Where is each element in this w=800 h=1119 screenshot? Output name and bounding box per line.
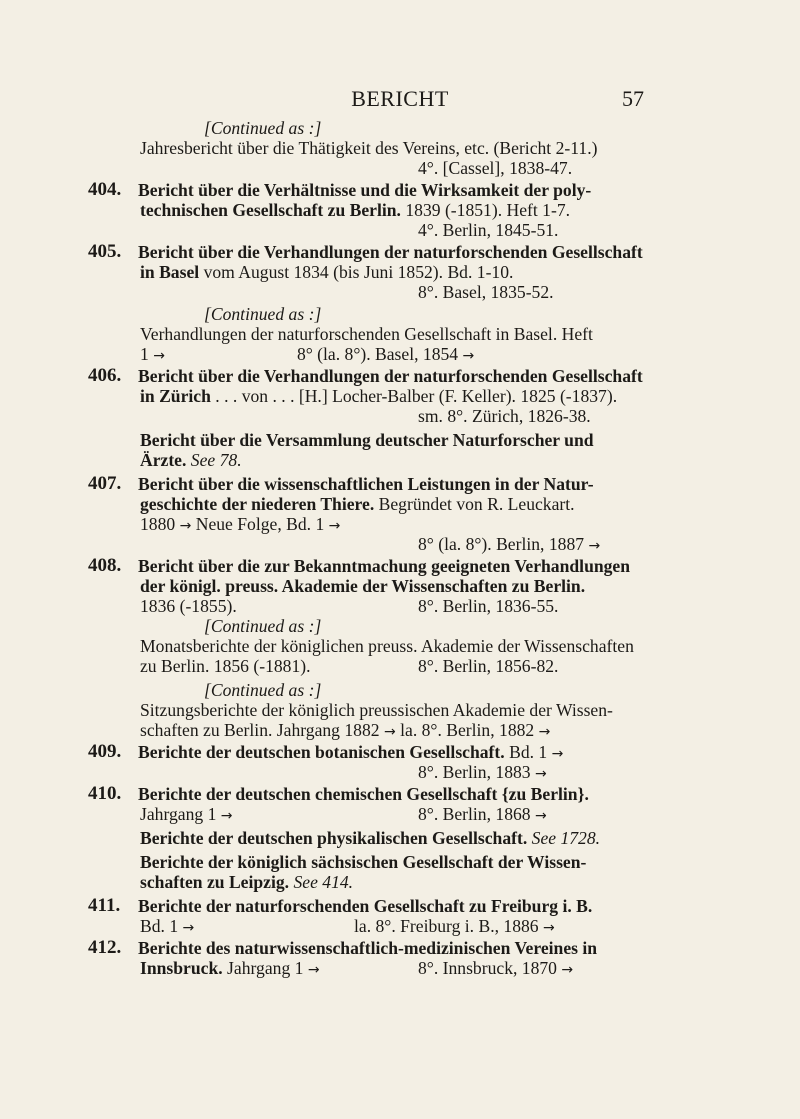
cross-reference-line: Ärzte. See 78.	[140, 450, 242, 470]
entry-title-line: geschichte der niederen Thiere. Begründet von R. Leuckart.	[140, 494, 575, 514]
entry-number: 410.	[88, 783, 122, 804]
entry-title: Bericht über die Verhandlungen der naturforschenden Gesellschaft	[138, 242, 643, 262]
entry-title: Berichte des naturwissenschaftlich-medizinischen Vereines in	[138, 938, 598, 958]
entry-number: 411.	[88, 895, 121, 916]
entry-imprint: 4°. [Cassel], 1838-47.	[418, 158, 573, 178]
entry-text: Jahresbericht über die Thätigkeit des Vereins, etc. (Bericht 2-11.)	[140, 138, 598, 158]
continuation-arrow-icon: →	[462, 348, 475, 364]
continuation-arrow-icon: →	[307, 962, 320, 978]
entry-imprint: 8°. Basel, 1835-52.	[418, 282, 554, 302]
continuation-arrow-icon: →	[153, 348, 165, 364]
continuation-arrow-icon: →	[561, 962, 574, 978]
entry-title: Bericht über die wissenschaftlichen Leistungen in der Natur-	[138, 474, 594, 494]
entry-text: 1836 (-1855).	[140, 596, 237, 616]
entry-number: 412.	[88, 937, 122, 958]
entry-number: 406.	[88, 365, 122, 386]
entry-text: Bd. 1 →	[140, 916, 195, 936]
entry-title-line: der königl. preuss. Akademie der Wissenschaften zu Berlin.	[140, 576, 586, 596]
entry-imprint: 8° (la. 8°). Berlin, 1887 →	[418, 534, 601, 554]
entry-imprint: 8°. Berlin, 1868 →	[418, 804, 547, 824]
entry-imprint: 8°. Berlin, 1856-82.	[418, 656, 559, 676]
entry-title-line: Innsbruck. Jahrgang 1 →	[140, 958, 320, 978]
continued-label: [Continued as :]	[204, 616, 322, 636]
entry-number: 407.	[88, 473, 122, 494]
continued-label: [Continued as :]	[204, 680, 322, 700]
continuation-arrow-icon: →	[182, 920, 195, 936]
entry-title: Bericht über die zur Bekanntmachung geeigneten Verhandlungen	[138, 556, 631, 576]
entry-number: 408.	[88, 555, 122, 576]
cross-reference: Berichte der deutschen physikalischen Gesellschaft. See 1728.	[140, 828, 601, 848]
entry-text: Sitzungsberichte der königlich preussischen Akademie der Wissen-	[140, 700, 613, 720]
entry-text: Jahrgang 1 →	[140, 804, 233, 824]
continuation-arrow-icon: →	[179, 518, 192, 534]
continuation-arrow-icon: →	[535, 808, 547, 824]
entry-number: 409.	[88, 741, 122, 762]
entry-title: Bericht über die Verhandlungen der naturforschenden Gesellschaft	[138, 366, 643, 386]
continuation-arrow-icon: →	[220, 808, 233, 824]
entry-imprint: 8°. Berlin, 1883 →	[418, 762, 547, 782]
entry-title-line: in Zürich . . . von . . . [H.] Locher-Balber (F. Keller). 1825 (-1837).	[140, 386, 618, 406]
entry-imprint: 8°. Berlin, 1836-55.	[418, 596, 559, 616]
entry-title: Bericht über die Verhältnisse und die Wirksamkeit der poly-	[138, 180, 592, 200]
running-title: BERICHT	[351, 86, 449, 111]
continuation-arrow-icon: →	[588, 538, 601, 554]
entry-title: Berichte der deutschen botanischen Gesellschaft. Bd. 1 →	[138, 742, 564, 762]
entry-text: Monatsberichte der königlichen preuss. Akademie der Wissenschaften	[140, 636, 634, 656]
continued-label: [Continued as :]	[204, 304, 322, 324]
continued-label: [Continued as :]	[204, 118, 322, 138]
entry-text: 1 → 8° (la. 8°). Basel, 1854 →	[140, 344, 475, 364]
entry-imprint: 4°. Berlin, 1845-51.	[418, 220, 559, 240]
continuation-arrow-icon: →	[551, 746, 564, 762]
continuation-arrow-icon: →	[543, 920, 555, 936]
entry-number: 405.	[88, 241, 122, 262]
entry-title: Berichte der naturforschenden Gesellschaft zu Freiburg i. B.	[138, 896, 593, 916]
entry-text: Verhandlungen der naturforschenden Gesellschaft in Basel. Heft	[140, 324, 593, 344]
entry-text: schaften zu Berlin. Jahrgang 1882 → la. 8°. Berlin, 1882 →	[140, 720, 551, 740]
entry-imprint: 8°. Innsbruck, 1870 →	[418, 958, 574, 978]
entry-text: zu Berlin. 1856 (-1881).	[140, 656, 311, 676]
entry-imprint: sm. 8°. Zürich, 1826-38.	[418, 406, 591, 426]
entry-title-line: in Basel vom August 1834 (bis Juni 1852). Bd. 1-10.	[140, 262, 514, 282]
cross-reference: Bericht über die Versammlung deutscher Naturforscher und	[140, 430, 594, 450]
cross-reference-line: schaften zu Leipzig. See 414.	[140, 872, 354, 892]
entry-imprint: la. 8°. Freiburg i. B., 1886 →	[354, 916, 555, 936]
entry-number: 404.	[88, 179, 122, 200]
continuation-arrow-icon: →	[383, 724, 396, 740]
continuation-arrow-icon: →	[535, 766, 547, 782]
entry-title-line: technischen Gesellschaft zu Berlin. 1839 (-1851). Heft 1-7.	[140, 200, 571, 220]
cross-reference: Berichte der königlich sächsischen Gesellschaft der Wissen-	[140, 852, 587, 872]
entry-text: 1880 → Neue Folge, Bd. 1 →	[140, 514, 341, 534]
continuation-arrow-icon: →	[328, 518, 341, 534]
continuation-arrow-icon: →	[538, 724, 551, 740]
entry-title: Berichte der deutschen chemischen Gesellschaft {zu Berlin}.	[138, 784, 589, 804]
page-number: 57	[622, 86, 644, 111]
